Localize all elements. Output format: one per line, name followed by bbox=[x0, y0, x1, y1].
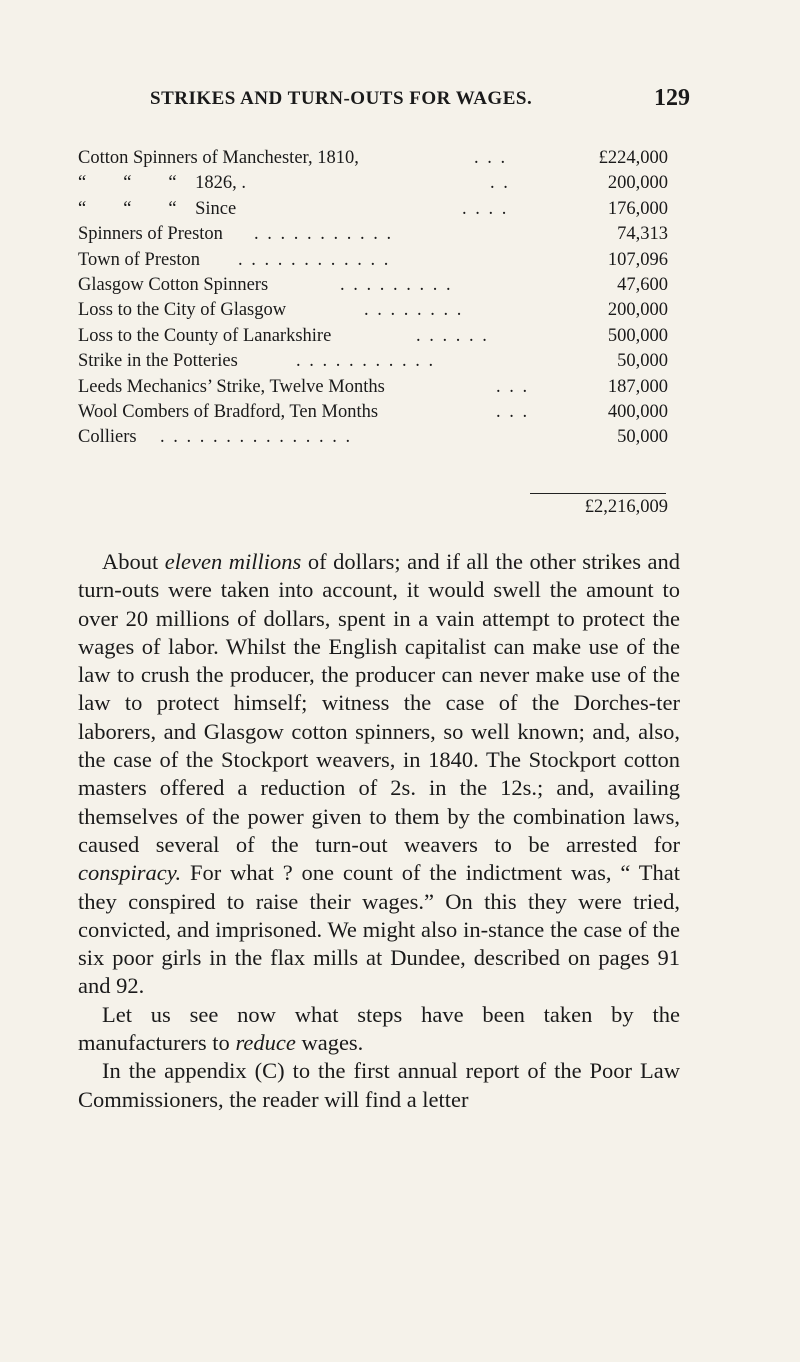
paragraph bbox=[78, 548, 680, 1001]
row-amount: 50,000 bbox=[617, 351, 668, 372]
row-label: Leeds Mechanics’ Strike, Twelve Months bbox=[78, 376, 385, 397]
text-run: For what ? one count of the indictment was, “ That they conspired to raise their wages.” On this they were tried, convicted, and imprisoned. We might also in-stance the case of the six poor girls in the flax mills at Dundee, described on pages 91 and 92. bbox=[78, 860, 680, 999]
table-row bbox=[78, 146, 668, 171]
paragraph: In the appendix (C) to the first annual report of the Poor Law Commissioners, the reader will find a letter bbox=[78, 1058, 680, 1112]
table-row bbox=[78, 248, 668, 273]
text-run: of dollars; and if all the other strikes and turn-outs were taken into account, it would swell the amount to over 20 millions of dollars, spent in a vain attempt to protect the wages of labor. Whilst the English capitalist can make use of the law to crush the producer, the producer can never make use of the law to protect himself; witness the case of the Dorches-ter laborers, and Glasgow cotton spinners, so well known; and, also, the case of the Stockport weavers, in 1840. The Stockport cotton masters offered a reduction of 2s. in the 12s.; and, availing themselves of the power given to them by the combination laws, caused several of the turn-out weavers to be arrested for bbox=[78, 549, 681, 857]
leader-dots: . . . . . . . . . . . . bbox=[238, 249, 391, 270]
row-amount: £224,000 bbox=[598, 148, 668, 168]
row-amount: 176,000 bbox=[607, 198, 668, 219]
text-run: About bbox=[102, 549, 165, 574]
row-label: “ “ “ Since bbox=[78, 198, 237, 219]
paragraph bbox=[78, 1001, 680, 1058]
leader-dots: . . . . . . . . . bbox=[340, 274, 453, 295]
row-label: Strike in the Potteries bbox=[78, 351, 238, 372]
leader-dots: . . . . . . . . bbox=[364, 300, 464, 321]
italic-text: reduce bbox=[235, 1030, 296, 1056]
table-row bbox=[78, 324, 668, 349]
row-label: Wool Combers of Bradford, Ten Months bbox=[78, 401, 379, 422]
row-amount: 200,000 bbox=[607, 300, 668, 321]
table-total: £2,216,009 bbox=[584, 497, 668, 517]
table-row bbox=[78, 298, 668, 323]
table-row bbox=[78, 197, 668, 222]
italic-text: eleven millions bbox=[164, 549, 302, 574]
table-row bbox=[78, 222, 668, 247]
table-row bbox=[78, 273, 668, 298]
leader-dots: . . . . . . . . . . . bbox=[254, 224, 394, 245]
leader-dots: . . . . bbox=[462, 198, 509, 219]
table-row bbox=[78, 425, 668, 450]
row-label: “ “ “ 1826, . bbox=[78, 173, 247, 194]
row-amount: 187,000 bbox=[607, 376, 668, 397]
page-number: 129 bbox=[654, 85, 690, 111]
running-header bbox=[150, 85, 690, 118]
row-amount: 74,313 bbox=[617, 224, 668, 245]
leader-dots: . . . bbox=[496, 401, 530, 422]
text-run: Let us see now what steps have been taken by the manufacturers to bbox=[78, 1001, 680, 1056]
leader-dots: . . . . . . . . . . . bbox=[296, 351, 436, 372]
leader-dots: . . . . . . bbox=[416, 325, 489, 346]
row-amount: 500,000 bbox=[607, 325, 668, 346]
leader-dots: . . . . . . . . . . . . . . . bbox=[160, 427, 353, 448]
strike-cost-table bbox=[78, 146, 668, 451]
row-label: Town of Preston bbox=[78, 249, 201, 270]
row-label: Loss to the County of Lanarkshire bbox=[78, 325, 332, 346]
row-label: Loss to the City of Glasgow bbox=[78, 300, 287, 321]
row-amount: 47,600 bbox=[617, 274, 668, 295]
running-title: STRIKES AND TURN-OUTS FOR WAGES. bbox=[150, 88, 533, 109]
table-row bbox=[78, 171, 668, 196]
row-label: Cotton Spinners of Manchester, 1810, bbox=[78, 148, 359, 168]
leader-dots: . . . bbox=[474, 148, 508, 168]
italic-text: conspiracy. bbox=[78, 860, 182, 886]
total-rule bbox=[530, 493, 666, 494]
leader-dots: . . bbox=[490, 173, 510, 194]
body-text bbox=[78, 548, 680, 1114]
text-run: wages. bbox=[295, 1030, 364, 1056]
row-amount: 107,096 bbox=[607, 249, 668, 270]
row-label: Spinners of Preston bbox=[78, 224, 223, 245]
leader-dots: . . . bbox=[496, 376, 530, 397]
row-label: Glasgow Cotton Spinners bbox=[78, 274, 269, 295]
table-row bbox=[78, 349, 668, 374]
table-row bbox=[78, 375, 668, 400]
table-row bbox=[78, 400, 668, 425]
row-amount: 200,000 bbox=[607, 173, 668, 194]
row-amount: 400,000 bbox=[607, 401, 668, 422]
row-label: Colliers bbox=[78, 427, 137, 448]
row-amount: 50,000 bbox=[617, 427, 668, 448]
